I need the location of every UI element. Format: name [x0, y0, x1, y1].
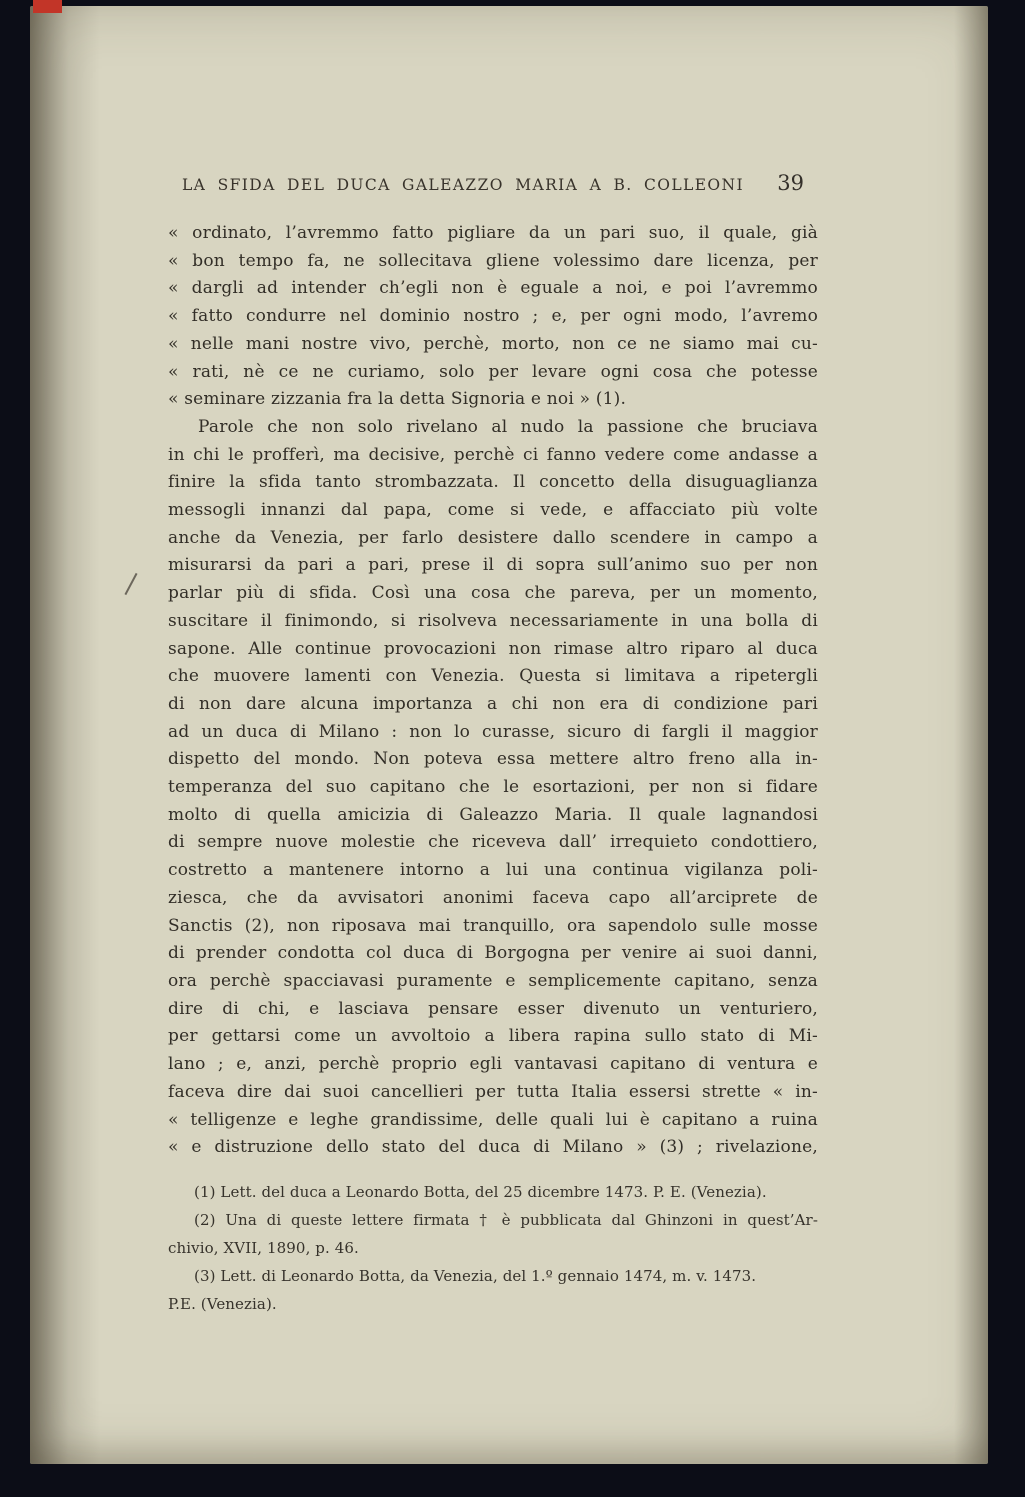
text-line: Sanctis (2), non riposava mai tranquillo, ora sapendolo sulle mosse	[168, 915, 818, 936]
page-number: 39	[777, 171, 804, 195]
page-content	[168, 6, 818, 1318]
text-line: per gettarsi come un avvoltoio a libera rapina sullo stato di Mi-	[168, 1026, 818, 1047]
text-line: di non dare alcuna importanza a chi non era di condizione pari	[168, 693, 818, 714]
footnote-line: chivio, XVII, 1890, p. 46.	[168, 1238, 359, 1257]
red-bookmark-mark	[33, 0, 62, 13]
text-line: « bon tempo fa, ne sollecitava gliene volessimo dare licenza, per	[168, 250, 818, 271]
footnote-line: (3) Lett. di Leonardo Botta, da Venezia, del 1.º gennaio 1474, m. v. 1473.	[194, 1266, 757, 1285]
text-line: faceva dire dai suoi cancellieri per tutta Italia essersi strette « in-	[168, 1081, 818, 1102]
text-line: di sempre nuove molestie che riceveva dall’ irrequieto condottiero,	[168, 832, 818, 853]
text-line: molto di quella amicizia di Galeazzo Maria. Il quale lagnandosi	[168, 804, 818, 825]
book-page	[30, 6, 988, 1464]
text-line: « ordinato, l’avremmo fatto pigliare da un pari suo, il quale, già	[168, 223, 818, 243]
text-line: ad un duca di Milano : non lo curasse, sicuro di fargli il maggior	[168, 721, 818, 742]
text-line: costretto a mantenere intorno a lui una continua vigilanza poli-	[168, 860, 818, 881]
text-line: messogli innanzi dal papa, come si vede, e affacciato più volte	[168, 500, 818, 521]
text-line: anche da Venezia, per farlo desistere dallo scendere in campo a	[168, 527, 818, 548]
text-line: di prender condotta col duca di Borgogna per venire ai suoi danni,	[168, 943, 818, 964]
text-line: ziesca, che da avvisatori anonimi faceva capo all’arciprete de	[168, 887, 818, 908]
running-header	[168, 171, 818, 202]
text-line: lano ; e, anzi, perchè proprio egli vantavasi capitano di ventura e	[168, 1054, 818, 1075]
text-line: finire la sfida tanto strombazzata. Il concetto della disuguaglianza	[168, 472, 818, 493]
text-line: parlar più di sfida. Così una cosa che pareva, per un momento,	[168, 583, 818, 604]
text-line: dispetto del mondo. Non poteva essa mettere altro freno alla in-	[168, 749, 818, 770]
text-line: suscitare il finimondo, si risolveva necessariamente in una bolla di	[168, 610, 818, 631]
body-text	[168, 220, 818, 1162]
text-line: « dargli ad intender ch’egli non è eguale a noi, e poi l’avremmo	[168, 278, 818, 299]
text-line: « seminare zizzania fra la detta Signoria e noi » (1).	[168, 389, 627, 410]
text-line: ora perchè spacciavasi puramente e semplicemente capitano, senza	[168, 970, 818, 991]
footnotes	[168, 1178, 818, 1318]
binding-shadow	[30, 6, 100, 1464]
margin-pencil-mark	[124, 573, 137, 595]
text-line: temperanza del suo capitano che le esortazioni, per non si fidare	[168, 777, 818, 798]
footnote-line: (2) Una di queste lettere firmata † è pubblicata dal Ghinzoni in quest’Ar-	[194, 1210, 818, 1229]
footnote-line: (1) Lett. del duca a Leonardo Botta, del 25 dicembre 1473. P. E. (Venezia).	[194, 1182, 767, 1201]
footnote-line: P.E. (Venezia).	[168, 1294, 277, 1313]
text-line: che muovere lamenti con Venezia. Questa si limitava a ripetergli	[168, 666, 818, 687]
page-edge-shadow	[954, 6, 988, 1464]
text-line: « e distruzione dello stato del duca di Milano » (3) ; rivelazione,	[168, 1137, 818, 1158]
text-line: « nelle mani nostre vivo, perchè, morto, non ce ne siamo mai cu-	[168, 333, 818, 354]
running-title: LA SFIDA DEL DUCA GALEAZZO MARIA A B. COLLEONI	[181, 176, 745, 194]
text-line: misurarsi da pari a pari, prese il di sopra sull’animo suo per non	[168, 555, 818, 576]
text-line: dire di chi, e lasciava pensare esser divenuto un venturiero,	[168, 998, 818, 1019]
text-line: « fatto condurre nel dominio nostro ; e, per ogni modo, l’avremo	[168, 306, 818, 327]
text-line: sapone. Alle continue provocazioni non rimase altro riparo al duca	[168, 638, 818, 659]
text-line: in chi le profferì, ma decisive, perchè ci fanno vedere come andasse a	[168, 444, 818, 465]
text-line: Parole che non solo rivelano al nudo la passione che bruciava	[198, 416, 818, 437]
text-line: « rati, nè ce ne curiamo, solo per levare ogni cosa che potesse	[168, 361, 818, 382]
text-line: « telligenze e leghe grandissime, delle quali lui è capitano a ruina	[168, 1109, 818, 1130]
